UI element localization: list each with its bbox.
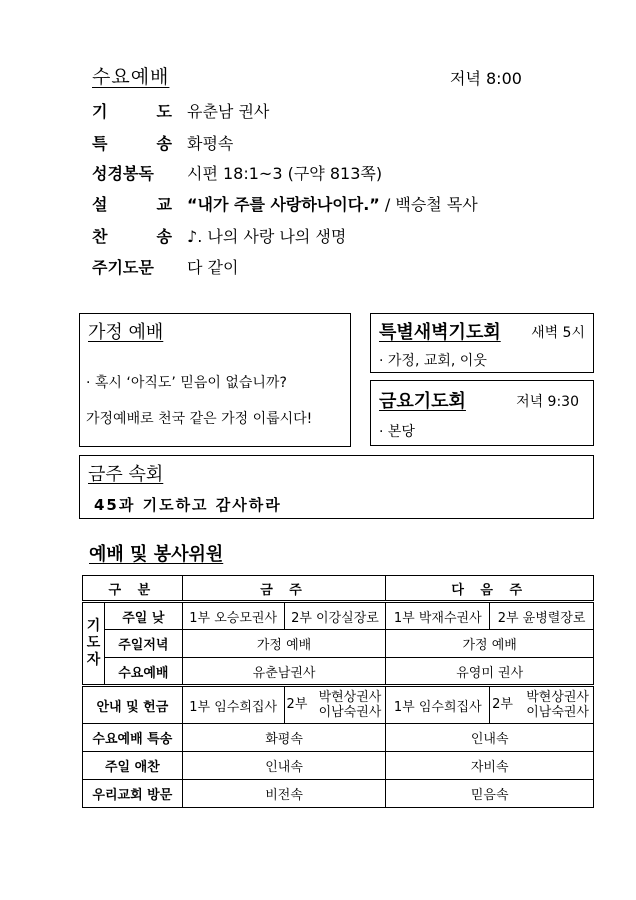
table-row (83, 780, 594, 808)
row-label: 주일저녁 (104, 630, 182, 658)
row-label: 주일 애찬 (83, 752, 183, 780)
roster-title: 예배 및 봉사위원 (89, 544, 224, 565)
cell: 믿음속 (386, 780, 594, 808)
row-label: 주일 낮 (104, 602, 182, 630)
friday-prayer-line-1: · 본당 (379, 424, 415, 440)
table-row (83, 658, 594, 686)
sermon-title: “내가 주를 사랑하나이다.” (187, 194, 380, 214)
row-label: 수요예배 특송 (83, 724, 183, 752)
friday-prayer-title: 금요기도회 (379, 391, 466, 412)
service-row-prayer (92, 96, 269, 124)
sermon-preacher: / 백승철 목사 (379, 194, 478, 214)
cell: 화평속 (182, 724, 386, 752)
cell: 2부 박현상권사 이남숙권사 (284, 686, 386, 724)
table-row (83, 724, 594, 752)
service-value: 시편 18:1~3 (구약 813쪽) (187, 163, 383, 183)
cell-meeting-box (79, 455, 594, 519)
cell-meeting-title: 금주 속회 (88, 464, 164, 485)
row-label: 안내 및 헌금 (83, 686, 183, 724)
cell: 2부 윤병렬장로 (490, 602, 594, 630)
cell: 자비속 (386, 752, 594, 780)
dawn-prayer-line-1: · 가정, 교회, 이웃 (379, 353, 487, 369)
prayer-group-label: 기 도 자 (83, 602, 105, 686)
service-label: 설 교 (92, 194, 172, 214)
row-label: 우리교회 방문 (83, 780, 183, 808)
cell: 비전속 (182, 780, 386, 808)
table-row (83, 630, 594, 658)
service-label: 성경봉독 (92, 163, 154, 183)
cell: 1부 박재수권사 (386, 602, 490, 630)
home-worship-line-1: · 혹시 ‘아직도’ 믿음이 없습니까? (86, 375, 287, 391)
home-worship-line-2: 가정예배로 천국 같은 가정 이룹시다! (86, 411, 313, 427)
service-value: 다 같이 (187, 257, 239, 277)
cell: 인내속 (386, 724, 594, 752)
service-row-special-song (92, 128, 233, 156)
table-row (83, 752, 594, 780)
service-row-lords-prayer (92, 252, 238, 280)
friday-prayer-time: 저녁 9:30 (516, 394, 579, 410)
home-worship-title: 가정 예배 (88, 322, 164, 343)
table-row (83, 686, 594, 724)
service-row-sermon (92, 189, 478, 217)
wednesday-service-title: 수요예배 (92, 66, 170, 88)
dawn-prayer-box (370, 313, 594, 373)
service-label: 찬 송 (92, 226, 172, 246)
home-worship-box (79, 313, 351, 447)
cell: 2부 이강실장로 (284, 602, 386, 630)
cell: 2부 박현상권사 이남숙권사 (490, 686, 594, 724)
table-row (83, 602, 594, 630)
cell: 유영미 권사 (386, 658, 594, 686)
friday-prayer-box (370, 380, 594, 446)
service-row-scripture (92, 158, 382, 186)
cell: 가정 예배 (182, 630, 386, 658)
service-value: 화평속 (187, 133, 234, 153)
cell-meeting-lesson: 45과 기도하고 감사하라 (94, 496, 282, 514)
cell: 가정 예배 (386, 630, 594, 658)
cell: 유춘남권사 (182, 658, 386, 686)
service-label: 특 송 (92, 133, 172, 153)
header-category: 구 분 (83, 576, 183, 602)
cell: 1부 임수희집사 (182, 686, 284, 724)
service-label: 주기도문 (92, 257, 154, 277)
row-label: 수요예배 (104, 658, 182, 686)
dawn-prayer-time: 새벽 5시 (531, 325, 585, 341)
cell: 1부 임수희집사 (386, 686, 490, 724)
roster-table (82, 575, 594, 808)
roster-header-row (83, 576, 594, 602)
cell: 1부 오승모권사 (182, 602, 284, 630)
service-row-hymn (92, 221, 346, 249)
service-value: ♪. 나의 사랑 나의 생명 (187, 226, 347, 246)
header-next-week: 다 음 주 (386, 576, 594, 602)
service-value (187, 192, 478, 215)
service-value: 유춘남 권사 (187, 101, 270, 121)
service-label: 기 도 (92, 101, 172, 121)
header-this-week: 금 주 (182, 576, 386, 602)
wednesday-service-time: 저녁 8:00 (450, 69, 522, 88)
dawn-prayer-title: 특별새벽기도회 (379, 322, 501, 343)
cell: 인내속 (182, 752, 386, 780)
